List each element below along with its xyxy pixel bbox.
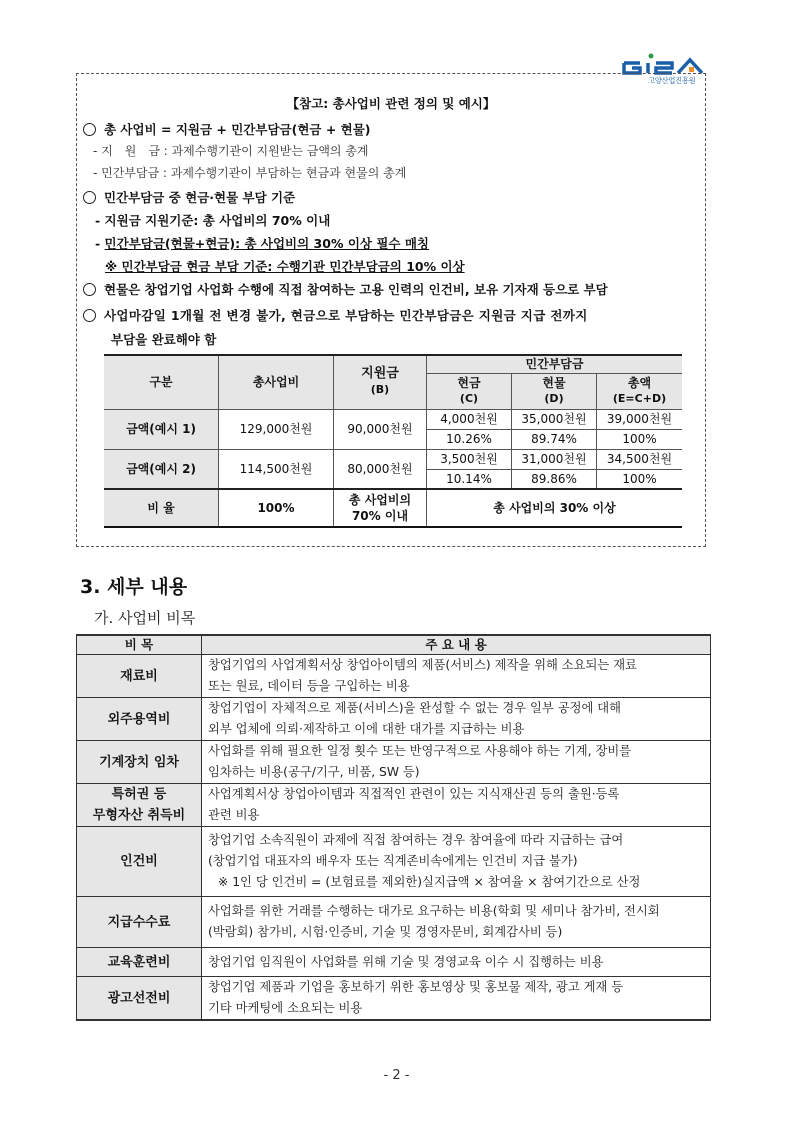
item-text: 사업마감일 1개월 전 변경 불가, 현금으로 부담하는 민간부담금은 지원금 지급 전까지 bbox=[104, 308, 588, 323]
header-support-label: 지원금 bbox=[361, 366, 399, 382]
cell-inkind-pct: 89.86% bbox=[512, 469, 597, 489]
reference-box bbox=[76, 73, 706, 547]
page-number: - 2 - bbox=[383, 1068, 410, 1083]
table-row bbox=[77, 784, 711, 827]
row-description bbox=[202, 897, 711, 948]
logo-subtitle: 고양산업진흥원 bbox=[648, 76, 696, 85]
description-line: (창업기업 대표자의 배우자 또는 직계존비속에게는 인건비 지급 불가) bbox=[208, 854, 578, 868]
table-row bbox=[77, 827, 711, 897]
header-sum bbox=[597, 373, 683, 409]
item-cash-note: ※ 민간부담금 현금 부담 기준: 수행기관 민간부담금의 10% 이상 bbox=[105, 259, 465, 274]
header-total: 총사업비 bbox=[219, 355, 334, 409]
table-row bbox=[77, 655, 711, 698]
ratio-support-line2: 70% 이내 bbox=[351, 509, 409, 523]
ratio-total: 100% bbox=[219, 489, 334, 527]
budget-example-table bbox=[104, 354, 682, 528]
category-label: 광고선전비 bbox=[107, 990, 171, 1006]
cell-sum-pct: 100% bbox=[597, 469, 683, 489]
category-label: 특허권 등 bbox=[111, 787, 167, 802]
cell-total: 114,500천원 bbox=[219, 449, 334, 489]
description-line: 창업기업 소속직원이 과제에 직접 참여하는 경우 참여율에 따라 지급하는 급여 bbox=[208, 833, 624, 847]
row-description bbox=[202, 655, 711, 698]
cell-support: 90,000천원 bbox=[334, 409, 427, 449]
description-line: 사업화를 위한 거래를 수행하는 대가로 요구하는 비용(학회 및 세미나 참가비, 전시회 bbox=[208, 904, 660, 918]
ratio-support bbox=[334, 489, 427, 527]
category-label: 인건비 bbox=[120, 854, 158, 869]
description-line: 창업기업의 사업계획서상 창업아이템의 제품(서비스) 제작을 위해 소요되는 재료 bbox=[208, 658, 637, 672]
description-line: 사업계획서상 창업아이템과 직접적인 관련이 있는 지식재산권 등의 출원·등록 bbox=[208, 787, 620, 801]
header-inkind bbox=[512, 373, 597, 409]
cell-sum-pct: 100% bbox=[597, 429, 683, 449]
item-text: 민간부담금 중 현금·현물 부담 기준 bbox=[104, 190, 296, 205]
item-deadline-cont: 부담을 완료해야 함 bbox=[111, 332, 217, 347]
item-deadline bbox=[83, 306, 588, 324]
row-label: 금액(예시 2) bbox=[104, 449, 219, 489]
header-category: 비 목 bbox=[77, 635, 202, 655]
row-description bbox=[202, 698, 711, 741]
category-label: 교육훈련비 bbox=[107, 954, 171, 970]
table-row bbox=[77, 977, 711, 1021]
item-support-criteria: - 지원금 지원기준: 총 사업비의 70% 이내 bbox=[95, 213, 331, 228]
cell-total: 129,000천원 bbox=[219, 409, 334, 449]
item-private-matching bbox=[95, 234, 429, 252]
cell-cash-pct: 10.14% bbox=[427, 469, 512, 489]
description-line: 기타 마케팅에 소요되는 비용 bbox=[208, 1001, 363, 1015]
description-line: 창업기업 임직원이 사업화를 위해 기술 및 경영교육 이수 시 집행하는 비용 bbox=[208, 955, 604, 969]
circle-bullet-icon bbox=[83, 123, 96, 136]
category-label: 무형자산 취득비 bbox=[92, 808, 186, 823]
row-description bbox=[202, 784, 711, 827]
category-label: 재료비 bbox=[120, 668, 158, 684]
category-label: 외주용역비 bbox=[107, 711, 171, 727]
item-text: 현물은 창업기업 사업화 수행에 직접 참여하는 고용 인력의 인건비, 보유 기자재 등으로 부담 bbox=[104, 282, 608, 297]
dash: - bbox=[95, 236, 105, 251]
header-support bbox=[334, 355, 427, 409]
cell-cash: 4,000천원 bbox=[427, 409, 512, 429]
header-cash bbox=[427, 373, 512, 409]
description-line: ※ 1인 당 인건비 = (보험료를 제외한)실지급액 × 참여율 × 참여기간으로 산정 bbox=[218, 875, 641, 889]
item-inkind bbox=[83, 280, 608, 298]
item-support-definition: - 지 원 금 : 과제수행기관이 지원받는 금액의 총계 bbox=[93, 144, 369, 158]
row-category bbox=[77, 784, 202, 827]
item-text: 총 사업비 = 지원금 + 민간부담금(현금 + 현물) bbox=[104, 122, 371, 137]
circle-bullet-icon bbox=[83, 283, 96, 296]
row-category bbox=[77, 948, 202, 977]
description-line: 사업화를 위해 필요한 일정 횟수 또는 반영구적으로 사용해야 하는 기계, 장비를 bbox=[208, 744, 632, 758]
circle-bullet-icon bbox=[83, 191, 96, 204]
expense-items-table bbox=[76, 634, 711, 1021]
description-line: (박람회) 참가비, 시험·인증비, 기술 및 경영자문비, 회계감사비 등) bbox=[208, 925, 563, 939]
cell-cash: 3,500천원 bbox=[427, 449, 512, 469]
ratio-private: 총 사업비의 30% 이상 bbox=[427, 489, 683, 527]
category-label: 지급수수료 bbox=[107, 914, 171, 930]
table-row bbox=[77, 698, 711, 741]
section-heading: 3. 세부 내용 bbox=[80, 576, 188, 598]
header-sum-label: 총액 bbox=[627, 376, 652, 390]
item-private-criteria bbox=[83, 188, 295, 206]
description-line: 임차하는 비용(공구/기구, 비품, SW 등) bbox=[208, 765, 420, 779]
cell-inkind-pct: 89.74% bbox=[512, 429, 597, 449]
header-inkind-label: 현물 bbox=[542, 376, 566, 390]
row-category bbox=[77, 698, 202, 741]
reference-title: 【참고: 총사업비 관련 정의 및 예시】 bbox=[286, 96, 496, 111]
header-sum-code: (E=C+D) bbox=[612, 392, 667, 405]
description-line: 창업기업 제품과 기업을 홍보하기 위한 홍보영상 및 홍보물 제작, 광고 게재 등 bbox=[208, 980, 624, 994]
header-private: 민간부담금 bbox=[427, 355, 683, 373]
cell-sum: 39,000천원 bbox=[597, 409, 683, 429]
ratio-support-line1: 총 사업비의 bbox=[348, 493, 412, 507]
table-row bbox=[77, 897, 711, 948]
cell-inkind: 31,000천원 bbox=[512, 449, 597, 469]
table-row bbox=[104, 449, 682, 469]
row-category bbox=[77, 741, 202, 784]
cell-inkind: 35,000천원 bbox=[512, 409, 597, 429]
row-label: 금액(예시 1) bbox=[104, 409, 219, 449]
ratio-label: 비 율 bbox=[104, 489, 219, 527]
header-category: 구분 bbox=[104, 355, 219, 409]
cell-support: 80,000천원 bbox=[334, 449, 427, 489]
description-line: 창업기업이 자체적으로 제품(서비스)을 완성할 수 없는 경우 일부 공정에 대해 bbox=[208, 701, 622, 715]
row-category bbox=[77, 897, 202, 948]
row-category bbox=[77, 655, 202, 698]
header-inkind-code: (D) bbox=[544, 392, 564, 405]
description-line: 또는 원료, 데이터 등을 구입하는 비용 bbox=[208, 679, 410, 693]
circle-bullet-icon bbox=[83, 309, 96, 322]
item-private-definition: - 민간부담금 : 과제수행기관이 부담하는 현금과 현물의 총계 bbox=[93, 166, 407, 180]
section-subheading: 가. 사업비 비목 bbox=[94, 609, 196, 627]
description-line: 외부 업체에 의뢰·제작하고 이에 대한 대가를 지급하는 비용 bbox=[208, 722, 525, 736]
cell-cash-pct: 10.26% bbox=[427, 429, 512, 449]
description-line: 관련 비용 bbox=[208, 808, 260, 822]
table-row bbox=[77, 948, 711, 977]
cell-sum: 34,500천원 bbox=[597, 449, 683, 469]
header-cash-code: (C) bbox=[459, 392, 479, 405]
row-description bbox=[202, 948, 711, 977]
row-description bbox=[202, 977, 711, 1021]
table-row bbox=[104, 409, 682, 429]
header-content: 주 요 내 용 bbox=[202, 635, 711, 655]
row-category bbox=[77, 977, 202, 1021]
row-description bbox=[202, 827, 711, 897]
row-category bbox=[77, 827, 202, 897]
item-total-budget bbox=[83, 120, 371, 138]
header-cash-label: 현금 bbox=[457, 376, 481, 390]
header-support-code: (B) bbox=[370, 383, 390, 397]
table-row bbox=[77, 741, 711, 784]
category-label: 기계장치 임차 bbox=[99, 754, 179, 770]
item-text: 민간부담금(현물+현금): 총 사업비의 30% 이상 필수 매칭 bbox=[104, 236, 429, 251]
row-description bbox=[202, 741, 711, 784]
